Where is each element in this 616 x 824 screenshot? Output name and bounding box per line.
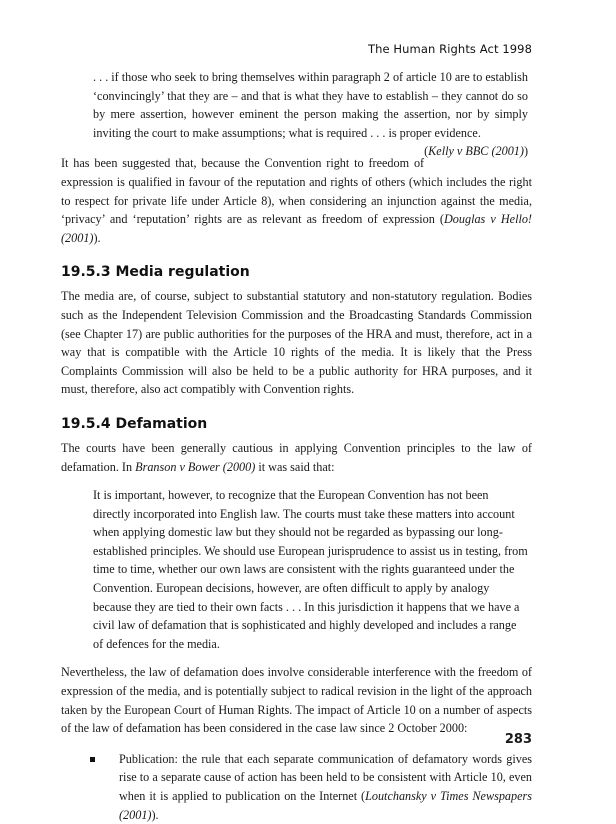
quote-text: . . . if those who seek to bring themselves within paragraph 2 of article 10 are to establish ‘convincingly’ that they are – and that is what they have to establish – they cannot do so by mere assertion, however eminent the person making the assertion, nor by simply inviting the court to make assumptions; what is required . . . is proper evidence. xyxy=(93,70,528,140)
paragraph-privacy: It has been suggested that, because the Convention right to freedom of expression is qualified in favour of the reputation and rights of others (which includes the right to respect for private life under Article 8), when considering an injunction against the media, ‘privacy’ and ‘reputation’ rights are as relevant as freedom of expression (Douglas v Hello! (2001)). xyxy=(61,156,532,245)
page-number: 283 xyxy=(504,732,532,747)
bullet-icon xyxy=(90,757,95,762)
running-header: The Human Rights Act 1998 xyxy=(367,42,532,56)
page-body xyxy=(61,68,532,824)
section-heading-defamation: 19.5.4 Defamation xyxy=(61,415,208,432)
case-citation: Loutchansky v Times Newspapers (2001) xyxy=(119,789,532,822)
case-citation: Douglas v Hello! (2001) xyxy=(61,212,532,245)
quote-source: (Kelly v BBC (2001)) xyxy=(424,144,528,159)
block-quote-branson: It is important, however, to recognize that the European Convention has not been directly incorporated into English law. The courts must take these matters into account when applying domestic law but they should not be regarded as bypassing our long-established principles. We should use European jurisprudence to assist us in testing, from time to time, whether our own laws are consistent with the rights guaranteed under the Convention. European decisions, however, are often difficult to apply by analogy because they are tied to their own facts . . . In this jurisdiction it happens that we have a civil law of defamation that is sophisticated and highly developed and includes a range of defences for the media. xyxy=(93,488,528,651)
paragraph-media-regulation: The media are, of course, subject to substantial statutory and non-statutory regulation. Bodies such as the Independent Television Commission and the Broadcasting Standards Commission (see Chapter 17) are public authorities for the purposes of the HRA and must, therefore, act in a way that is compatible with the Article 10 rights of the media. It is likely that the Press Complaints Commission will also be held to be a public authority for HRA purposes, and it must, therefore, also act compatibly with Convention rights. xyxy=(61,289,532,397)
paragraph-defamation-impact: Nevertheless, the law of defamation does involve considerable interference with the freedom of expression of the media, and is potentially subject to radical revision in the light of the approach taken by the European Court of Human Rights. The impact of Article 10 on a number of aspects of the law of defamation has been considered in the case law since 2 October 2000: xyxy=(61,665,532,736)
block-quote-kelly xyxy=(93,68,528,159)
list-item: Publication: the rule that each separate communication of defamatory words gives rise to a separate cause of action has been held to be consistent with Article 10, even when it is applied to publication on the Internet (Loutchansky v Times Newspapers (2001)). xyxy=(90,750,532,824)
case-citation: Branson v Bower (2000) xyxy=(135,459,256,474)
paragraph-defamation-intro: The courts have been generally cautious in applying Convention principles to the law of defamation. In Branson v Bower (2000) it was said that: xyxy=(61,440,532,474)
section-heading-media-regulation: 19.5.3 Media regulation xyxy=(61,264,250,281)
